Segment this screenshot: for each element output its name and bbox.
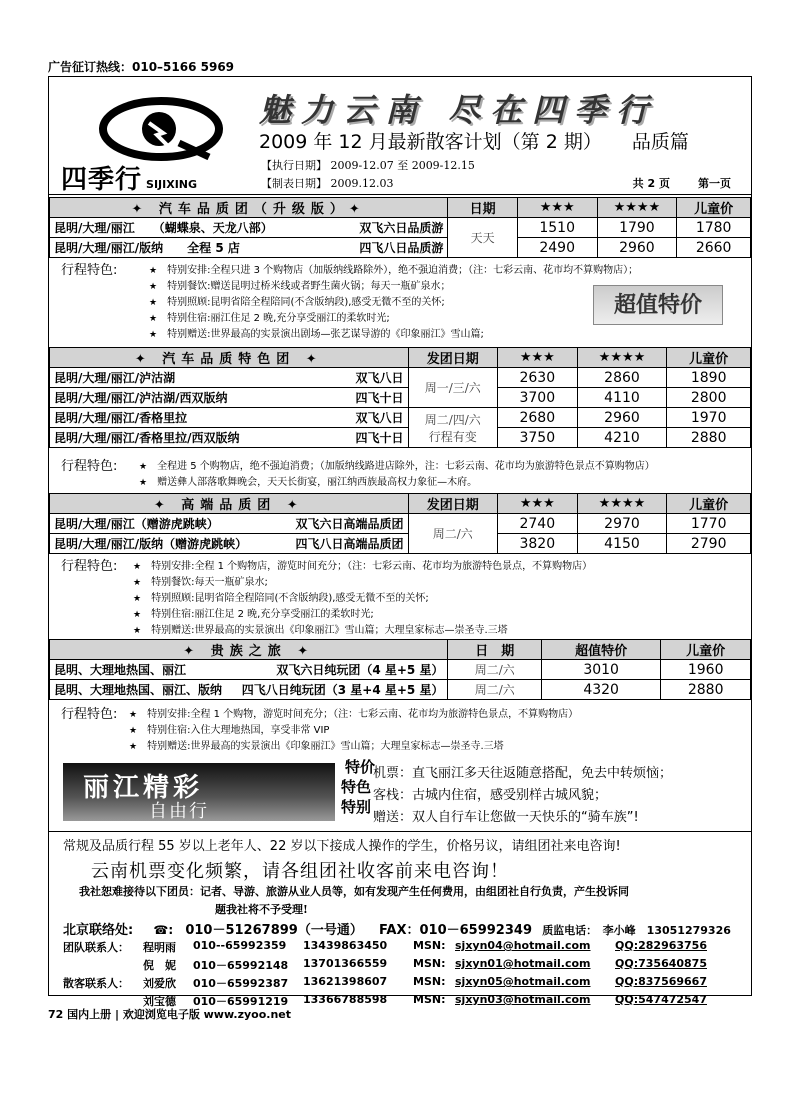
price-4star: 2970 [577, 514, 667, 534]
days-cell: 周二/六 [448, 660, 542, 680]
quality-label: 品质篇 [631, 131, 689, 153]
route-tag: 四飞十日 [355, 431, 404, 445]
contact-name: 程明雨 [143, 941, 176, 954]
price-child: 2660 [677, 238, 751, 258]
tag-special-price: 特价 [345, 758, 376, 776]
table-row [50, 534, 751, 554]
table-row [50, 368, 751, 388]
table-row [50, 238, 751, 258]
col-child: 儿童价 [667, 494, 751, 514]
col-child: 儿童价 [667, 348, 751, 368]
contact-name: 刘爱欣 [143, 977, 176, 990]
made-date: 【制表日期】 2009.12.03 [261, 177, 394, 190]
page-frame [48, 76, 752, 1008]
feature-item: ★ 特别住宿:丽江住足 2 晚,充分享受丽江的柔软时光; [133, 607, 592, 623]
col-4star: ★★★★ [577, 494, 667, 514]
lijiang-banner [63, 763, 335, 821]
supervisor-phone: 质监电话： 李小峰 13051279326 [542, 924, 731, 937]
plan-title-text: 2009 年 12 月最新散客计划（第 2 期） [259, 131, 602, 153]
feature-item: ★ 特别安排:全程只进 3 个购物店（加版纳线路除外），绝不强迫消费；（注：七彩云南、花市均不算购物店）； [149, 263, 638, 279]
contact-tel: 010--65992359 [193, 939, 287, 952]
price-4star: 2960 [597, 238, 677, 258]
ad-hotline: 广告征订热线：010–5166 5969 [48, 60, 235, 74]
price-3star: 2630 [497, 368, 577, 388]
reception-warning-2: 题我社将不予受理! [215, 903, 308, 916]
page-count [605, 175, 731, 191]
exec-date: 【执行日期】 2009-12.07 至 2009-12.15 [261, 159, 475, 172]
contact-mobile: 13439863450 [303, 939, 388, 952]
price-3star: 3700 [497, 388, 577, 408]
contact-qq: QQ:547472547 [615, 993, 707, 1006]
features-label: 行程特色: [61, 459, 118, 474]
route-name: 昆明、大理地热国、丽江 [54, 663, 187, 677]
logo-cn: 四季行 [61, 165, 143, 195]
feature-item: ★ 特别住宿:入住大理地热国，享受非常 VIP [129, 723, 578, 739]
route-cell [50, 388, 409, 408]
route-tag: 双飞六日纯玩团（4 星+5 星） [276, 663, 444, 677]
contact-msn[interactable]: sjxyn03@hotmail.com [455, 993, 591, 1006]
lijiang-line: 机票：直飞丽江多天往返随意搭配，免去中转烦恼； [373, 766, 673, 781]
route-cell [50, 408, 409, 428]
price-4star: 4150 [577, 534, 667, 554]
value-price-badge: 超值特价 [593, 285, 723, 325]
price-4star: 1790 [597, 218, 677, 238]
table-row [50, 428, 751, 448]
col-3star: ★★★ [497, 494, 577, 514]
col-date: 日 期 [448, 640, 542, 660]
msn-label: MSN: [413, 975, 446, 988]
contact-group: 散客联系人： [63, 977, 129, 990]
route-tag: 四飞八日品质游 [359, 241, 444, 255]
col-4star: ★★★★ [577, 348, 667, 368]
contact-group: 团队联系人： [63, 941, 129, 954]
col-child: 儿童价 [677, 198, 751, 218]
contact-msn[interactable]: sjxyn04@hotmail.com [455, 939, 591, 952]
fax: FAX：010－65992349 [379, 923, 532, 938]
feature-item: ★ 赠送彝人部落歌舞晚会，天天长街宴，丽江纳西族最高权力象征—木府。 [139, 475, 655, 491]
tag-special: 特别 [341, 798, 372, 816]
logo-q-icon [99, 95, 229, 165]
price-3star: 3820 [497, 534, 577, 554]
feature-item: ★ 特别安排:全程 1 个购物，游览时间充分；（注：七彩云南、花市均为旅游特色景点，不算购物店） [129, 707, 578, 723]
col-date: 发团日期 [408, 494, 497, 514]
section3-features [49, 559, 751, 639]
col-4star: ★★★★ [597, 198, 677, 218]
banner-title: 丽江精彩 [83, 773, 204, 803]
tag-feature: 特色 [341, 778, 372, 796]
route-cell [50, 680, 448, 700]
contact-qq: QQ:282963756 [615, 939, 707, 952]
table-row [50, 680, 751, 700]
route-cell [50, 368, 409, 388]
section4-features [49, 707, 751, 757]
route-name: 昆明、大理地热国、丽江、版纳 [54, 683, 223, 697]
header [49, 77, 751, 195]
section3-title: ✦ 高端品质团 ✦ [50, 494, 409, 514]
airfare-notice: 云南机票变化频繁，请各组团社收客前来电咨询！ [91, 861, 509, 882]
price-4star: 4210 [577, 428, 667, 448]
price-4star: 4110 [577, 388, 667, 408]
price-child: 1770 [667, 514, 751, 534]
days-cell: 周二/六 [408, 514, 497, 554]
section2-table [49, 347, 751, 448]
price-child: 2880 [667, 428, 751, 448]
price-child: 1780 [677, 218, 751, 238]
features-label: 行程特色: [61, 707, 118, 722]
contact-qq: QQ:837569667 [615, 975, 707, 988]
feature-item: ★ 特别餐饮:每天一瓶矿泉水; [133, 575, 592, 591]
price-special: 4320 [541, 680, 660, 700]
reception-warning: 我社恕难接待以下团员：记者、导游、旅游从业人员等，如有发现产生任何费用，由组团社自行负责，产生投诉同 [79, 885, 629, 898]
feature-item: ★ 特别赠送:世界最高的实景演出《印象丽江》雪山篇；大理皇家标志—崇圣寺.三塔 [129, 739, 578, 755]
route-name: 昆明/大理/丽江/版纳（赠游虎跳峡） [54, 537, 248, 551]
price-child: 2880 [661, 680, 751, 700]
page-footer: 72 国内上册 | 欢迎浏览电子版 www.zyoo.net [48, 1008, 292, 1021]
table-row [50, 218, 751, 238]
route-name: 昆明/大理/丽江（赠游虎跳峡） [54, 517, 219, 531]
route-name: 昆明/大理/丽江/泸沽湖/西双版纳 [54, 391, 228, 405]
price-child: 1960 [661, 660, 751, 680]
contact-name: 刘宝德 [143, 995, 176, 1008]
contact-name: 倪 妮 [143, 959, 176, 972]
contact-msn[interactable]: sjxyn01@hotmail.com [455, 957, 591, 970]
banner-subtitle: 自由行 [149, 801, 209, 822]
route-tag: 四飞十日 [355, 391, 404, 405]
route-name: 昆明/大理/丽江/香格里拉 [54, 411, 188, 425]
beijing-contact [63, 919, 731, 938]
section4-table [49, 639, 751, 700]
price-3star: 2680 [497, 408, 577, 428]
contact-tel: 010－65991219 [193, 995, 289, 1008]
col-date: 发团日期 [408, 348, 497, 368]
feature-item: ★ 全程进 5 个购物店，绝不强迫消费；（加版纳线路进店除外，注：七彩云南、花市均为旅游特色景点不算购物店） [139, 459, 655, 475]
days-note: 行程有变 [428, 429, 477, 444]
contact-mobile: 13621398607 [303, 975, 388, 988]
price-4star: 2860 [577, 368, 667, 388]
logo-en: SIJIXING [146, 178, 198, 191]
route-tag: 双飞六日高端品质团 [295, 517, 404, 531]
section1-table [49, 197, 751, 258]
col-special-price: 超值特价 [541, 640, 660, 660]
route-tag: 双飞八日 [355, 411, 404, 425]
contact-tel: 010－65992387 [193, 977, 289, 990]
feature-item: ★ 特别赠送:世界最高的实景演出《印象丽江》雪山篇；大理皇家标志—崇圣寺.三塔 [133, 623, 592, 639]
feature-item: ★ 特别安排:全程 1 个购物店，游览时间充分；（注：七彩云南、花市均为旅游特色景点，不算购物店） [133, 559, 592, 575]
section4-title: ✦ 贵族之旅 ✦ [50, 640, 448, 660]
days-cell: 天天 [448, 218, 518, 258]
price-3star: 2740 [497, 514, 577, 534]
section1-features [49, 263, 751, 345]
total-pages: 共 2 页 [632, 177, 670, 190]
route-tag: 四飞八日高端品质团 [295, 537, 404, 551]
route-cell [50, 428, 409, 448]
col-3star: ★★★ [497, 348, 577, 368]
feature-item: ★ 特别住宿:丽江住足 2 晚,充分享受丽江的柔软时光; [149, 311, 638, 327]
route-cell [50, 534, 409, 554]
main-phone: 010－51267899（一号通） [185, 923, 363, 938]
route-name: 昆明/大理/丽江/香格里拉/西双版纳 [54, 431, 240, 445]
section1-title: ✦ 汽车品质团（升级版）✦ [50, 198, 448, 218]
price-child: 1970 [667, 408, 751, 428]
contact-qq: QQ:735640875 [615, 957, 707, 970]
table-row [50, 514, 751, 534]
price-3star: 3750 [497, 428, 577, 448]
route-tag: 四飞八日纯玩团（3 星+4 星+5 星） [241, 683, 444, 697]
col-child: 儿童价 [661, 640, 751, 660]
route-cell [50, 238, 448, 258]
phone-icon: ☎: [153, 923, 174, 937]
route-name: 昆明/大理/丽江 （蝴蝶泉、天龙八部） [54, 221, 273, 235]
table-row [50, 408, 751, 428]
days-text: 周二/四/六 [424, 412, 481, 427]
features-label: 行程特色: [61, 559, 118, 574]
price-child: 2800 [667, 388, 751, 408]
price-3star: 2490 [517, 238, 597, 258]
contact-label: 北京联络处: [63, 923, 134, 938]
section3-table [49, 493, 751, 554]
route-name: 昆明/大理/丽江/版纳 全程 5 店 [54, 241, 240, 255]
msn-label: MSN: [413, 957, 446, 970]
age-note: 常规及品质行程 55 岁以上老年人、22 岁以下接成人操作的学生，价格另议，请组团社来电咨询! [63, 839, 621, 854]
section2-title: ✦ 汽车品质特色团 ✦ [50, 348, 409, 368]
contact-mobile: 13701366559 [303, 957, 388, 970]
route-tag: 双飞八日 [355, 371, 404, 385]
price-4star: 2960 [577, 408, 667, 428]
feature-item: ★ 特别赠送:世界最高的实景演出剧场—张艺谋导游的《印象丽江》雪山篇; [149, 327, 638, 343]
route-cell [50, 218, 448, 238]
days-cell: 周一/三/六 [408, 368, 497, 408]
footer-divider [49, 831, 751, 832]
table-row [50, 388, 751, 408]
days-cell [408, 408, 497, 448]
plan-title [259, 127, 689, 154]
price-special: 3010 [541, 660, 660, 680]
page-number: 第一页 [698, 177, 731, 190]
col-date: 日期 [448, 198, 518, 218]
section2-features [49, 459, 751, 493]
feature-item: ★ 特别照顾:昆明省陪全程陪同(不含版纳段),感受无微不至的关怀; [133, 591, 592, 607]
logo-text [61, 159, 197, 196]
msn-label: MSN: [413, 939, 446, 952]
price-3star: 1510 [517, 218, 597, 238]
route-name: 昆明/大理/丽江/泸沽湖 [54, 371, 176, 385]
contact-msn[interactable]: sjxyn05@hotmail.com [455, 975, 591, 988]
col-3star: ★★★ [517, 198, 597, 218]
msn-label: MSN: [413, 993, 446, 1006]
price-child: 1890 [667, 368, 751, 388]
route-cell [50, 660, 448, 680]
contact-tel: 010－65992148 [193, 959, 289, 972]
table-row [50, 660, 751, 680]
route-cell [50, 514, 409, 534]
feature-item: ★ 特别餐饮:赠送昆明过桥米线或者野生菌火锅；每天一瓶矿泉水； [149, 279, 638, 295]
feature-item: ★ 特别照顾:昆明省陪全程陪同(不含版纳段),感受无微不至的关怀; [149, 295, 638, 311]
lijiang-lines [373, 763, 672, 829]
lijiang-line: 赠送：双人自行车让您做一天快乐的“骑车族”! [373, 810, 639, 825]
lijiang-tags [341, 757, 376, 817]
route-tag: 双飞六日品质游 [359, 221, 444, 235]
days-cell: 周二/六 [448, 680, 542, 700]
features-label: 行程特色: [61, 263, 118, 278]
slogan: 魅力云南 尽在四季行 [259, 91, 659, 129]
price-child: 2790 [667, 534, 751, 554]
lijiang-line: 客栈：古城内住宿，感受别样古城风貌； [373, 788, 608, 803]
contact-mobile: 13366788598 [303, 993, 388, 1006]
